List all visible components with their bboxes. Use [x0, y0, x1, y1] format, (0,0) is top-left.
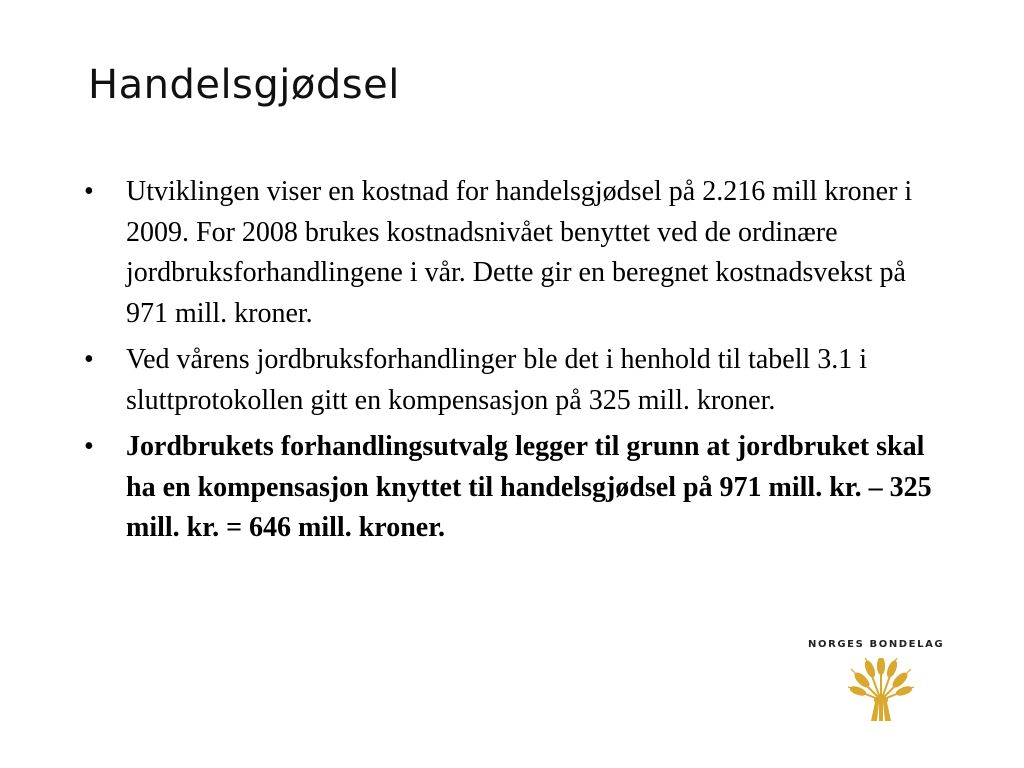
bullet-text: Utviklingen viser en kostnad for handelsgjødsel på 2.216 mill kroner i 2009. For 2008 brukes kostnadsnivået benyttet ved de ordinære jordbruksforhandlingene i vår. Dette gir en beregnet kostnadsvekst på 971 mill. kroner.: [126, 176, 913, 329]
bullet-item-emphasized: [84, 427, 950, 549]
bullet-item: [84, 172, 950, 334]
slide-title: Handelsgjødsel: [88, 62, 400, 108]
bullet-marker: •: [84, 176, 94, 207]
norges-bondelag-logo: [800, 636, 960, 726]
bullet-item: [84, 340, 950, 421]
logo-wordmark: NORGES BONDELAG: [808, 639, 945, 650]
bullet-marker: •: [84, 344, 94, 375]
bullet-text: Jordbrukets forhandlingsutvalg legger til grunn at jordbruket skal ha en kompensasjon knyttet til handelsgjødsel på 971 mill. kr. – 325 mill. kr. = 646 mill. kroner.: [126, 431, 932, 543]
wheat-sheaf-icon: [848, 658, 914, 722]
bullet-text: Ved vårens jordbruksforhandlinger ble det i henhold til tabell 3.1 i sluttprotokollen gitt en kompensasjon på 325 mill. kroner.: [126, 344, 868, 416]
bullet-list: [84, 172, 950, 555]
bullet-marker: •: [84, 431, 94, 462]
